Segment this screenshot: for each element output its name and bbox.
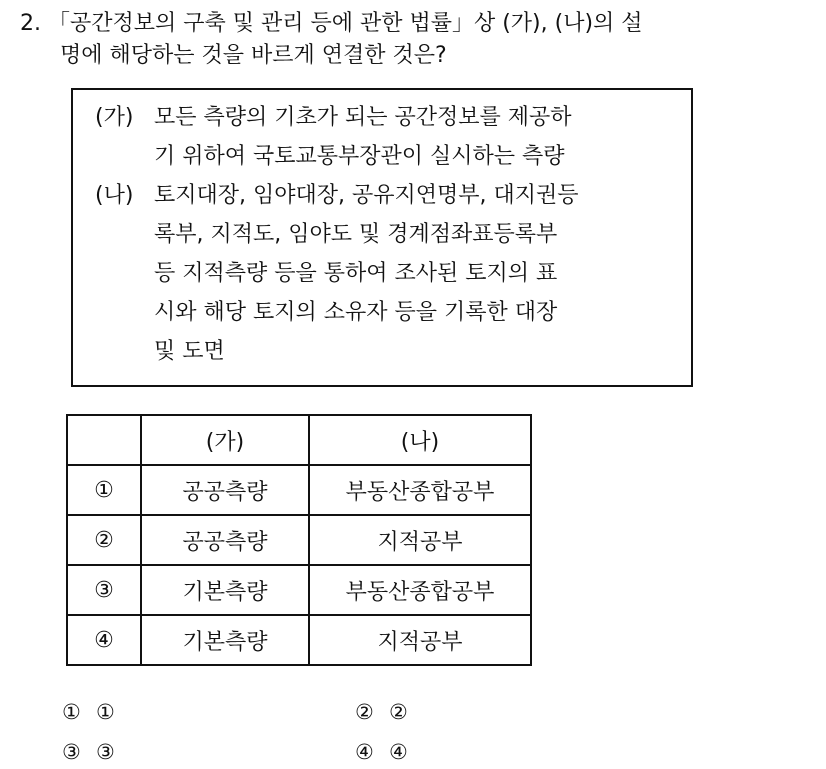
item-a-line: 모든 측량의 기초가 되는 공간정보를 제공하 [154, 105, 572, 130]
item-a-tag: (가) [95, 105, 134, 130]
option-number-cell: ② [67, 515, 141, 565]
answer-choice-3[interactable] [62, 740, 115, 764]
description-item-a [95, 98, 685, 176]
answer-choice-number: ④ [355, 740, 374, 764]
table-row [67, 515, 531, 565]
answer-choice-number: ② [355, 700, 374, 724]
option-number-cell: ① [67, 465, 141, 515]
answer-choice-1[interactable] [62, 700, 115, 724]
table-header-row [67, 415, 531, 465]
answer-choice-4[interactable] [355, 740, 408, 764]
item-b-line: 토지대장, 임야대장, 공유지연명부, 대지권등 [154, 183, 579, 208]
item-b-line: 등 지적측량 등을 통하여 조사된 토지의 표 [154, 261, 558, 286]
table-row [67, 565, 531, 615]
header-cell: (가) [141, 415, 309, 465]
table-row [67, 465, 531, 515]
item-b-line: 및 도면 [154, 339, 225, 364]
table-cell: 공공측량 [141, 465, 309, 515]
item-a-line: 기 위하여 국토교통부장관이 실시하는 측량 [154, 144, 565, 169]
item-b-tag: (나) [95, 183, 134, 208]
answer-choice-2[interactable] [355, 700, 408, 724]
table-cell: 지적공부 [309, 515, 531, 565]
option-number-cell: ③ [67, 565, 141, 615]
description-item-b [95, 176, 685, 371]
table-cell: 기본측량 [141, 615, 309, 665]
table-cell: 지적공부 [309, 615, 531, 665]
question-line-2: 명에 해당하는 것을 바르게 연결한 것은? [60, 43, 447, 68]
answer-choice-text: ① [96, 700, 115, 724]
options-table [66, 414, 532, 666]
table-row [67, 615, 531, 665]
header-cell [67, 415, 141, 465]
table-cell: 공공측량 [141, 515, 309, 565]
answer-choice-text: ④ [389, 740, 408, 764]
answer-choice-number: ③ [62, 740, 81, 764]
answer-choice-text: ③ [96, 740, 115, 764]
option-number-cell: ④ [67, 615, 141, 665]
table-cell: 부동산종합공부 [309, 565, 531, 615]
item-b-line: 시와 해당 토지의 소유자 등을 기록한 대장 [154, 300, 558, 325]
answer-choice-number: ① [62, 700, 81, 724]
table-cell: 기본측량 [141, 565, 309, 615]
question-stem [20, 8, 810, 72]
question-line-1: 2. 「공간정보의 구축 및 관리 등에 관한 법률」상 (가), (나)의 설 [20, 11, 643, 36]
header-cell: (나) [309, 415, 531, 465]
table-cell: 부동산종합공부 [309, 465, 531, 515]
item-b-line: 록부, 지적도, 임야도 및 경계점좌표등록부 [154, 222, 558, 247]
description-box [71, 88, 693, 387]
answer-choice-text: ② [389, 700, 408, 724]
